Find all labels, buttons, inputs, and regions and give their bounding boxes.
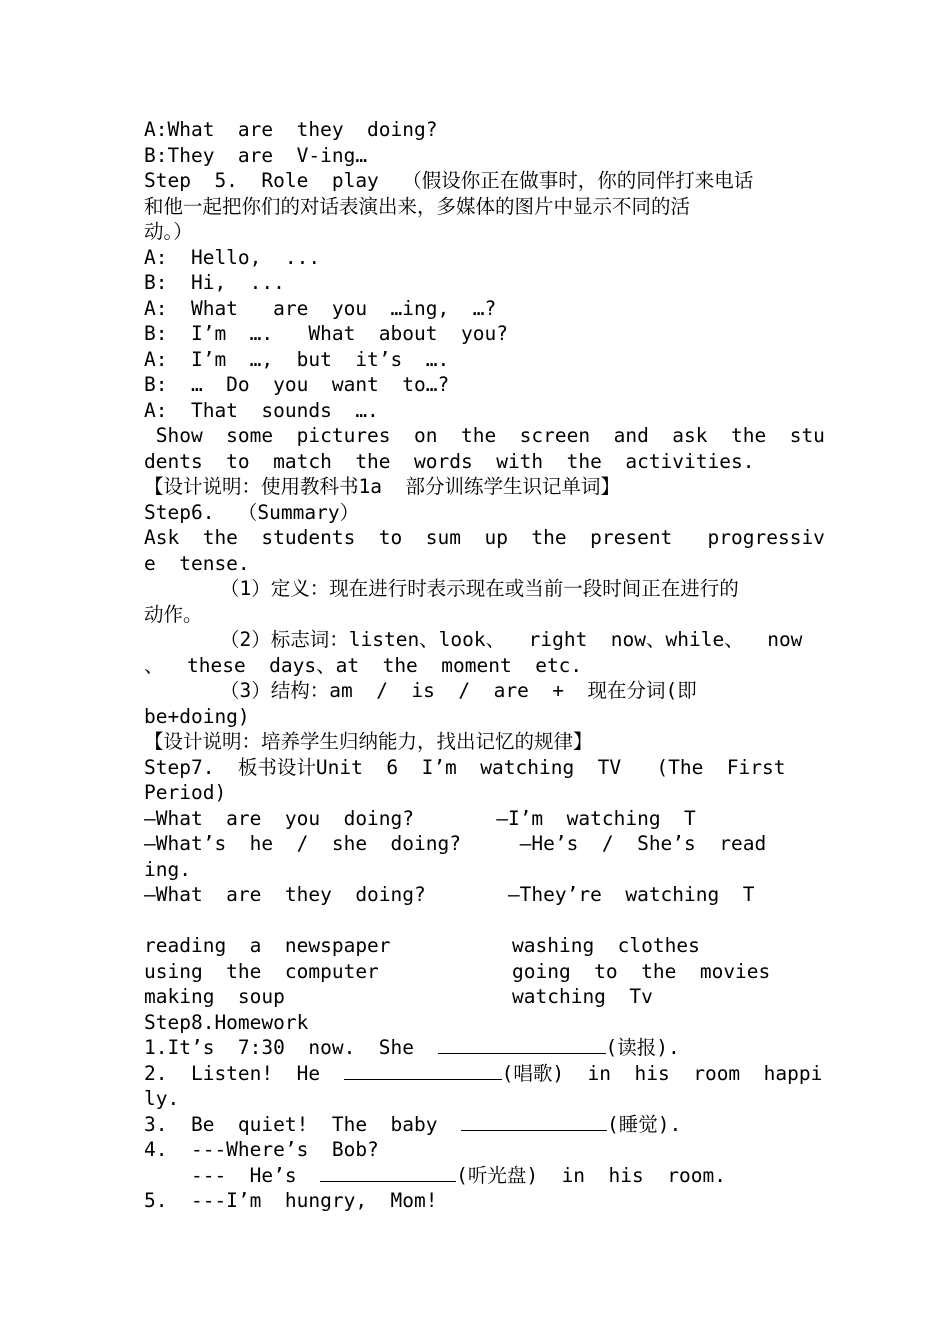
design-note: 【设计说明：培养学生归纳能力，找出记忆的规律】 [144, 730, 593, 753]
activity-left: using the computer [144, 959, 379, 983]
homework-item-4-answer: --- He’s (听光盘) in his room. [144, 1163, 726, 1187]
dialogue-line: A: That sounds …. [144, 398, 379, 422]
answer-blank[interactable] [320, 1163, 456, 1182]
text-line: be+doing) [144, 704, 250, 728]
activity-row [144, 933, 804, 959]
text-line: 、 these days、at the moment etc. [144, 653, 583, 677]
answer-blank[interactable] [438, 1035, 606, 1054]
text-line: A:What are they doing? [144, 118, 438, 141]
text-line: Period) [144, 781, 227, 804]
dialogue-line: B: I’m …. What about you? [144, 322, 508, 345]
dialogue-line: A: I’m …, but it’s …. [144, 347, 450, 371]
activity-left: making soup [144, 985, 285, 1008]
text-line: 动作。 [144, 602, 203, 626]
activity-right: going to the movies [512, 959, 771, 983]
text-line: 和他一起把你们的对话表演出来，多媒体的图片中显示不同的活 [144, 194, 691, 218]
board-line: —What are you doing? —I’m watching T [144, 806, 696, 830]
document-page [144, 117, 825, 1214]
homework-item-2: 2. Listen! He (唱歌) in his room happi [144, 1061, 823, 1085]
step6-heading: Step6. （Summary） [144, 500, 360, 524]
board-line: —What’s he / she doing? —He’s / She’s read [144, 832, 767, 855]
dialogue-line: A: Hello, ... [144, 245, 321, 269]
activity-left: reading a newspaper [144, 934, 391, 957]
activity-right: washing clothes [512, 934, 700, 957]
text-line: 动。） [144, 220, 193, 243]
homework-item-4: 4. ---Where’s Bob? [144, 1138, 379, 1161]
design-note: 【设计说明：使用教科书1a 部分训练学生识记单词】 [144, 475, 620, 498]
dialogue-line: A: What are you …ing, …? [144, 296, 497, 320]
text-line: Ask the students to sum up the present progressiv [144, 526, 825, 549]
definition-line: （1）定义：现在进行时表示现在或当前一段时间正在进行的 [220, 577, 739, 600]
board-line: —What are they doing? —They’re watching T [144, 883, 755, 906]
structure-line: （3）结构：am / is / are + 现在分词(即 [220, 679, 697, 702]
activity-right: watching Tv [512, 985, 653, 1008]
step7-heading: Step7. 板书设计Unit 6 I’m watching TV (The First [144, 755, 786, 779]
step5-heading: Step 5. Role play （假设你正在做事时，你的同伴打来电话 [144, 169, 754, 192]
blank-line [144, 908, 804, 934]
dialogue-line: B: Hi, ... [144, 271, 285, 294]
homework-item-5: 5. ---I’m hungry, Mom! [144, 1189, 438, 1212]
text-line: ly. [144, 1087, 180, 1110]
homework-item-3: 3. Be quiet! The baby (睡觉). [144, 1112, 682, 1136]
answer-blank[interactable] [461, 1112, 607, 1131]
activity-row [144, 959, 804, 985]
text-line: B:They are V-ing… [144, 143, 368, 167]
board-line: ing. [144, 857, 191, 881]
homework-heading: Step8.Homework [144, 1010, 309, 1034]
text-line: dents to match the words with the activities. [144, 449, 755, 473]
homework-item-1: 1.It’s 7:30 now. She (读报). [144, 1036, 680, 1059]
dialogue-line: B: … Do you want to…? [144, 373, 450, 396]
signal-words-line: （2）标志词：listen、look、 right now、while、 now [220, 628, 803, 651]
text-line: Show some pictures on the screen and ask the stu [144, 424, 825, 447]
activity-row [144, 984, 804, 1010]
text-line: e tense. [144, 551, 250, 575]
answer-blank[interactable] [344, 1061, 502, 1080]
